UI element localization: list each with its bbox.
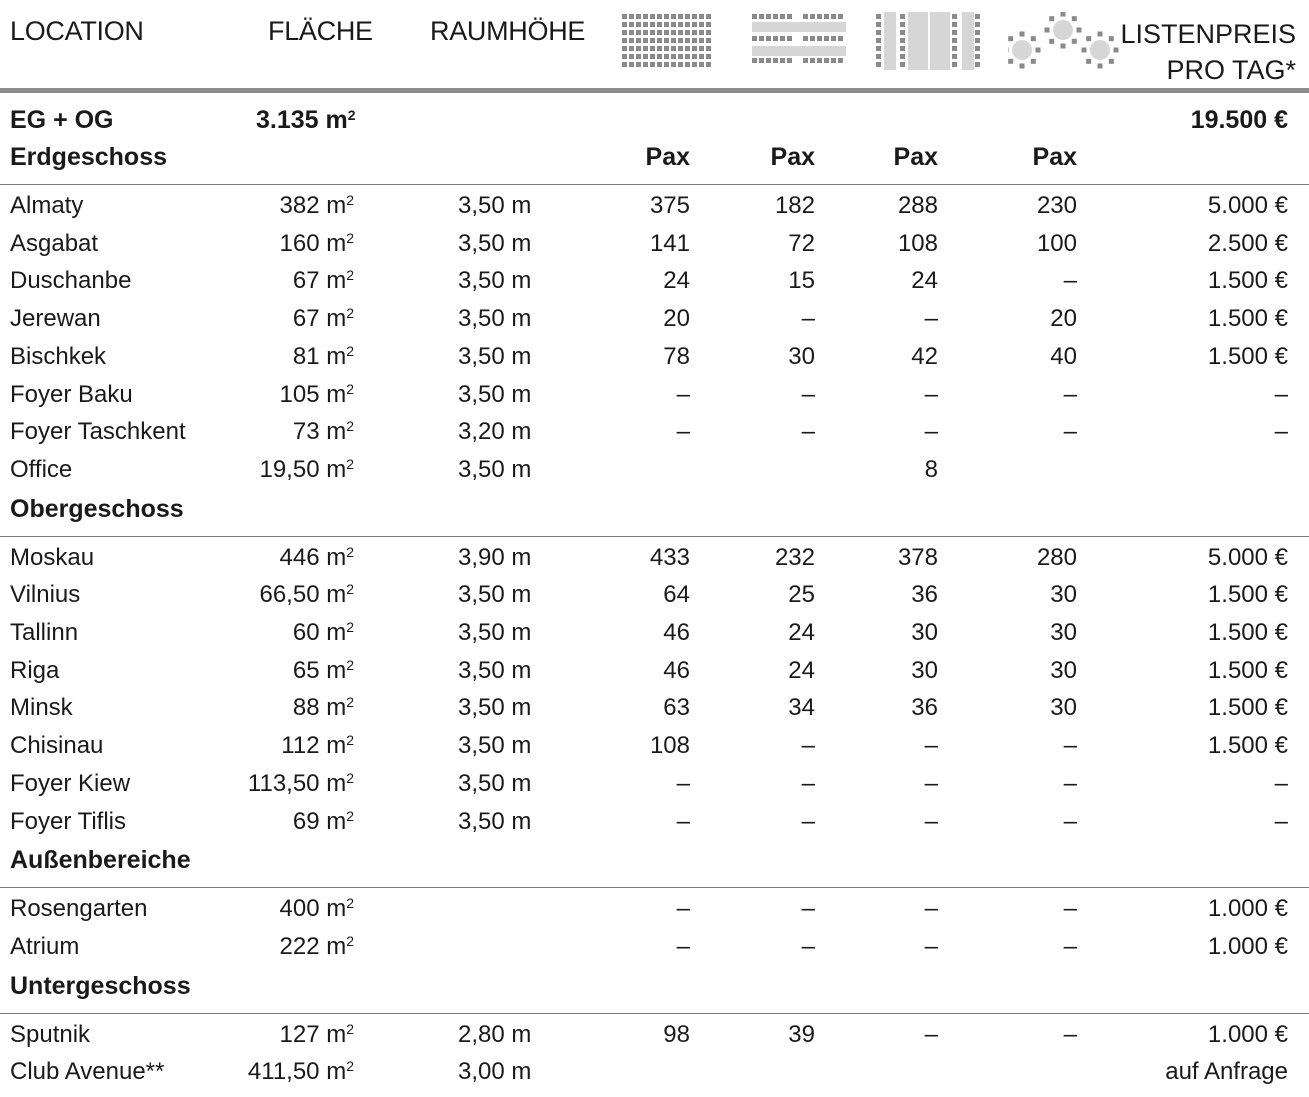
room-name: Moskau [10,543,95,571]
pax-ushape: – [924,380,938,408]
pax-ushape: – [924,732,938,760]
room-height: 3,50 m [458,769,532,797]
room-name: Rosengarten [10,895,148,923]
room-area: 160 $m^2$ [279,229,354,257]
table-row [0,727,1309,764]
pax-theater: 46 [663,619,690,646]
pax-parliament: 25 [788,581,815,609]
pax-ushape: 24 [911,267,938,295]
room-area: 411,50 $m^2$ [247,1058,354,1086]
room-name: Foyer Baku [10,380,133,408]
pax-ushape: – [924,895,938,923]
section-title: Untergeschoss [10,971,191,1000]
room-name: Vilnius [10,581,81,609]
room-height: 3,50 m [458,581,532,609]
table-row [0,689,1309,726]
pax-banquet: 230 [1036,192,1077,219]
table-row [0,413,1309,450]
room-name: Chisinau [10,732,104,760]
room-price: 1.500 € [1207,342,1288,370]
room-height: 3,50 m [458,305,532,333]
banquet-seating-icon [1008,12,1120,76]
room-price: 1.500 € [1207,694,1288,722]
section-rule [0,536,1309,537]
room-name: Almaty [10,192,84,219]
room-name: Foyer Kiew [10,769,131,797]
pax-theater: 108 [649,732,690,760]
pax-parliament: 182 [774,192,815,219]
room-price: 5.000 € [1207,543,1288,571]
room-area: 73 $m^2$ [292,418,354,446]
room-price: 1.500 € [1207,305,1288,333]
pax-ushape: 36 [911,581,938,609]
pax-theater: 20 [663,305,690,333]
room-height: 3,20 m [458,418,532,446]
section-title-row [0,968,1309,1005]
pax-parliament: 15 [788,267,815,295]
room-price: 1.500 € [1207,732,1288,760]
pax-banquet: – [1063,807,1077,835]
room-area: 105 $m^2$ [279,380,354,408]
summary-row [0,102,1309,139]
room-height: 3,50 m [458,455,532,483]
room-name: Foyer Tiflis [10,807,127,835]
section-rule [0,184,1309,185]
summary-price: 19.500 € [1190,106,1288,134]
header-area: FLÄCHE [268,16,373,46]
pax-banquet: 280 [1036,543,1077,571]
room-price: – [1274,380,1288,408]
pax-banquet: 30 [1050,656,1077,684]
section-title-row [0,842,1309,879]
section-title: Obergeschoss [10,494,184,523]
header-rule [0,88,1309,93]
pax-theater: 141 [649,229,690,257]
parliament-seating-icon [752,12,846,72]
room-height: 2,80 m [458,1020,532,1048]
table-row [0,576,1309,613]
pax-parliament: – [801,418,815,446]
room-name: Office [10,455,73,483]
pax-theater: 63 [663,694,690,722]
header-height: RAUMHÖHE [430,16,586,46]
pax-ushape: 108 [897,229,938,257]
table-row [0,539,1309,576]
table-row [0,890,1309,927]
room-height: 3,50 m [458,192,532,219]
table-header [0,0,1309,88]
room-name: Sputnik [10,1020,91,1048]
pax-parliament: 39 [788,1020,815,1048]
room-price: auf Anfrage [1165,1058,1288,1086]
room-height: 3,50 m [458,807,532,835]
pax-ushape: 30 [911,656,938,684]
pax-theater: 46 [663,656,690,684]
pax-parliament: – [801,380,815,408]
pax-theater: – [676,769,690,797]
room-price: 1.000 € [1207,1020,1288,1048]
section-title: Erdgeschoss [10,143,168,171]
room-height: 3,50 m [458,229,532,257]
header-location: LOCATION [10,16,144,46]
pax-parliament: – [801,732,815,760]
theater-seating-icon [622,12,714,72]
room-area: 67 $m^2$ [292,267,354,295]
table-row [0,338,1309,375]
table-row [0,1016,1309,1053]
room-area: 19,50 $m^2$ [259,455,354,483]
pax-label: Pax [645,143,690,171]
table-row [0,803,1309,840]
table-row [0,765,1309,802]
pax-theater: – [676,895,690,923]
pax-theater: 98 [663,1020,690,1048]
pax-parliament: 72 [788,229,815,257]
section-title-row [0,139,1309,176]
room-name: Riga [10,656,60,684]
table-row [0,262,1309,299]
pax-ushape: 42 [911,342,938,370]
pax-banquet: – [1063,895,1077,923]
room-height: 3,50 m [458,342,532,370]
pax-banquet: – [1063,769,1077,797]
pax-banquet: – [1063,932,1077,960]
room-price: 1.500 € [1207,619,1288,646]
pax-banquet: 30 [1050,581,1077,609]
pax-theater: 78 [663,342,690,370]
room-height: 3,50 m [458,694,532,722]
section-rule [0,1013,1309,1014]
pax-theater: – [676,418,690,446]
pax-label: Pax [770,143,815,171]
pax-theater: 64 [663,581,690,609]
pax-ushape: – [924,305,938,333]
pax-banquet: – [1063,732,1077,760]
room-price: 1.500 € [1207,581,1288,609]
room-price: – [1274,769,1288,797]
pax-theater: – [676,380,690,408]
room-price: – [1274,418,1288,446]
room-area: 65 $m^2$ [292,656,354,684]
room-area: 446 $m^2$ [279,543,354,571]
room-height: 3,50 m [458,732,532,760]
pax-theater: – [676,932,690,960]
room-height: 3,50 m [458,267,532,295]
pax-theater: – [676,807,690,835]
room-name: Minsk [10,694,73,722]
room-name: Asgabat [10,229,99,257]
pax-banquet: 30 [1050,619,1077,646]
table-row [0,300,1309,337]
room-price: – [1274,807,1288,835]
pax-ushape: 36 [911,694,938,722]
pax-banquet: 30 [1050,694,1077,722]
pax-label: Pax [1032,143,1077,171]
room-price: 5.000 € [1207,192,1288,219]
room-area: 60 $m^2$ [292,619,354,646]
pax-ushape: 288 [897,192,938,219]
room-area: 69 $m^2$ [292,807,354,835]
table-row [0,928,1309,965]
room-name: Club Avenue** [10,1058,165,1086]
pax-theater: 433 [649,543,690,571]
room-price: 2.500 € [1207,229,1288,257]
ushape-seating-icon [874,12,980,72]
room-price: 1.500 € [1207,267,1288,295]
room-name: Atrium [10,932,80,960]
pax-parliament: – [801,895,815,923]
room-height: 3,50 m [458,656,532,684]
pax-theater: 375 [649,192,690,219]
pax-parliament: 232 [774,543,815,571]
room-name: Foyer Taschkent [10,418,186,446]
summary-name: EG + OG [10,106,114,134]
table-row [0,614,1309,651]
room-area: 88 $m^2$ [292,694,354,722]
room-name: Duschanbe [10,267,132,295]
section-rule [0,887,1309,888]
pax-ushape: 378 [897,543,938,571]
table-row [0,1053,1309,1090]
pax-parliament: 24 [788,619,815,646]
pax-parliament: – [801,807,815,835]
pax-ushape: – [924,418,938,446]
room-price: 1.000 € [1207,895,1288,923]
pax-label: Pax [893,143,938,171]
room-area: 400 $m^2$ [279,895,354,923]
room-area: 81 $m^2$ [292,342,354,370]
room-name: Jerewan [10,305,101,333]
room-area: 382 $m^2$ [279,192,354,219]
room-name: Tallinn [10,619,79,646]
table-row [0,187,1309,224]
section-title-row [0,491,1309,528]
pax-ushape: – [924,807,938,835]
room-area: 222 $m^2$ [279,932,354,960]
pax-banquet: 100 [1036,229,1077,257]
pax-theater: 24 [663,267,690,295]
pax-ushape: 30 [911,619,938,646]
pax-banquet: – [1063,418,1077,446]
header-price-line2: PRO TAG* [1166,55,1296,85]
pax-parliament: – [801,932,815,960]
pax-parliament: 34 [788,694,815,722]
room-area: 112 $m^2$ [281,732,354,760]
pax-banquet: – [1063,267,1077,295]
pax-ushape: 8 [924,455,938,483]
room-area: 127 $m^2$ [279,1020,354,1048]
header-price [1120,16,1296,88]
pax-banquet: – [1063,1020,1077,1048]
room-area: 67 $m^2$ [292,305,354,333]
pax-parliament: 30 [788,342,815,370]
room-height: 3,90 m [458,543,532,571]
table-row [0,652,1309,689]
pax-parliament: – [801,305,815,333]
room-height: 3,50 m [458,380,532,408]
pax-parliament: – [801,769,815,797]
room-price: 1.000 € [1207,932,1288,960]
table-row [0,225,1309,262]
pax-banquet: 20 [1050,305,1077,333]
pax-ushape: – [924,932,938,960]
section-title: Außenbereiche [10,846,191,875]
header-price-line1: LISTENPREIS [1120,19,1296,49]
table-row [0,451,1309,488]
pax-ushape: – [924,1020,938,1048]
room-price: 1.500 € [1207,656,1288,684]
pax-parliament: 24 [788,656,815,684]
summary-area: 3.135 $m^2$ [256,106,356,134]
room-height: 3,50 m [458,619,532,646]
room-area: 113,50 $m^2$ [247,769,354,797]
room-name: Bischkek [10,342,107,370]
room-area: 66,50 $m^2$ [259,581,354,609]
pax-banquet: – [1063,380,1077,408]
table-row [0,376,1309,413]
pax-ushape: – [924,769,938,797]
room-height: 3,00 m [458,1058,532,1086]
pax-banquet: 40 [1050,342,1077,370]
